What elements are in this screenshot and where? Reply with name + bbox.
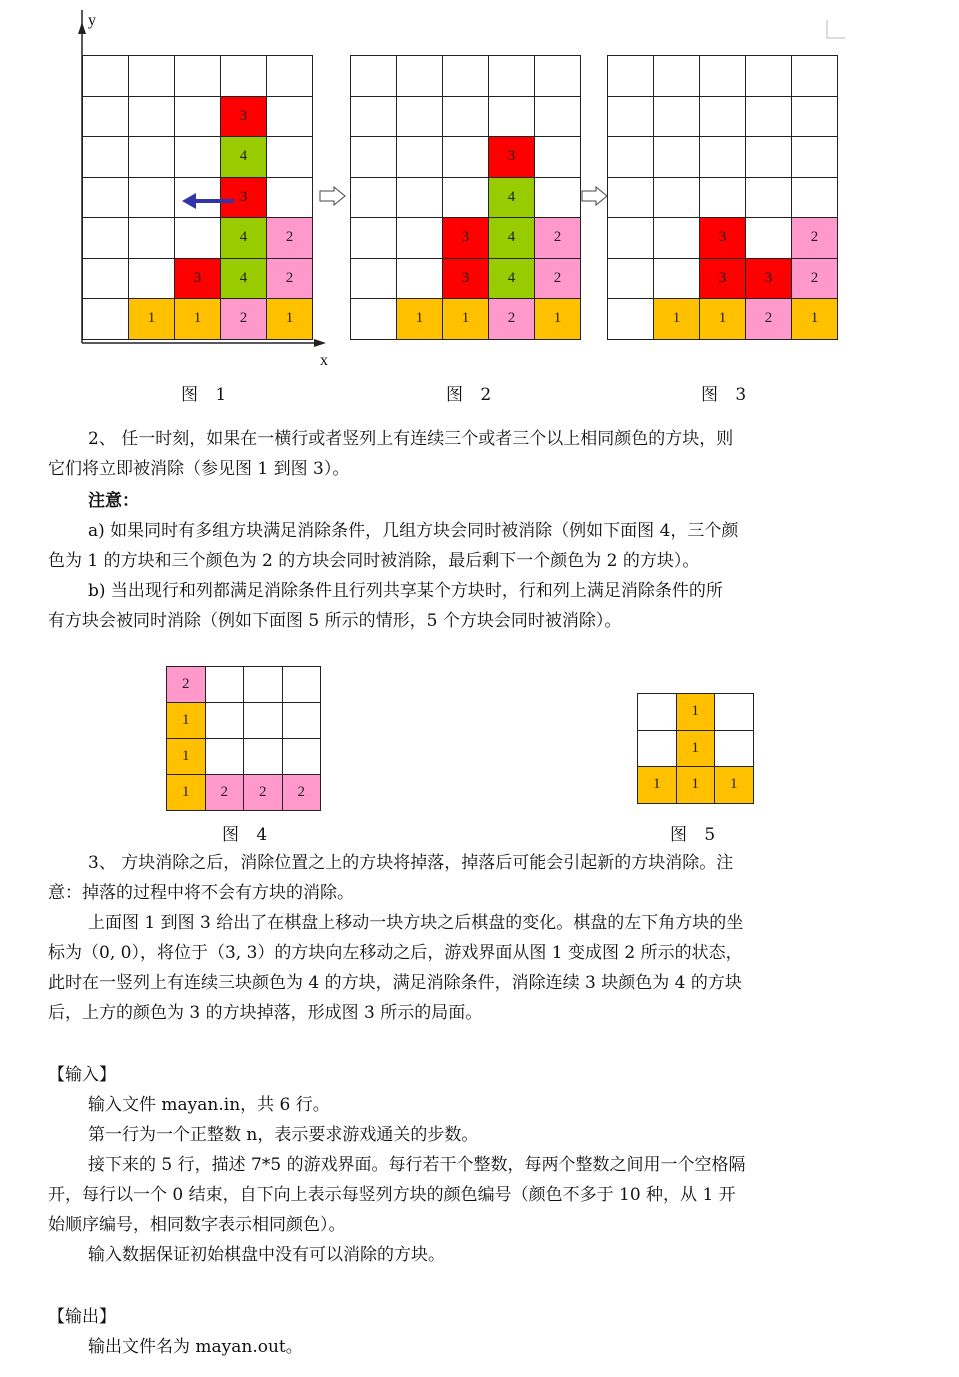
explain-line-1: 上面图 1 到图 3 给出了在棋盘上移动一块方块之后棋盘的变化。棋盘的左下角方块的坐 [88,913,744,933]
fig3-cell-r1-c2 [699,96,746,138]
fig2-cell-r3-c4 [534,177,581,219]
fig3-cell-r4-c0 [607,217,654,259]
fig1-cell-r1-c2 [174,96,221,138]
fig1-cell-r4-c4: 2 [266,217,313,259]
fig2-cell-r0-c4 [534,55,581,97]
fig1-cell-r6-c1: 1 [128,298,175,340]
fig3-cell-r2-c0 [607,136,654,178]
fig2-cell-r4-c1 [396,217,443,259]
fig3-cell-r5-c1 [653,258,700,300]
fig2-cell-r3-c0 [350,177,397,219]
fig3-cell-r3-c3 [745,177,792,219]
fig3-cell-r3-c0 [607,177,654,219]
x-axis-label: x [320,352,328,369]
fig2-cell-r2-c1 [396,136,443,178]
fig3-cell-r6-c1: 1 [653,298,700,340]
fig1-cell-r4-c1 [128,217,175,259]
fig4-cell-r3-c0: 1 [166,774,206,811]
fig1-cell-r3-c0 [82,177,129,219]
y-axis-arrowhead-icon [78,22,86,34]
fig1-cell-r5-c3: 4 [220,258,267,300]
fig1-cell-r2-c0 [82,136,129,178]
fig4-cell-r2-c3 [282,738,322,775]
fig3-cell-r2-c2 [699,136,746,178]
fig2-cell-r6-c1: 1 [396,298,443,340]
explain-line-2: 标为（0, 0），将位于（3, 3）的方块向左移动之后，游戏界面从图 1 变成图 2 所示的状态， [48,943,743,963]
fig5-cell-r0-c2 [714,693,754,731]
fig2-cell-r1-c4 [534,96,581,138]
fig4-cell-r1-c3 [282,702,322,739]
fig2-cell-r1-c0 [350,96,397,138]
fig3-cell-r2-c4 [791,136,838,178]
rule-2-line-2: 它们将立即被消除（参见图 1 到图 3）。 [48,459,350,479]
fig3-cell-r6-c4: 1 [791,298,838,340]
fig1-cell-r6-c4: 1 [266,298,313,340]
figure-5-board [637,693,753,803]
fig5-cell-r0-c0 [637,693,677,731]
fig2-cell-r1-c1 [396,96,443,138]
fig2-cell-r6-c4: 1 [534,298,581,340]
fig1-cell-r4-c2 [174,217,221,259]
fig2-cell-r5-c3: 4 [488,258,535,300]
fig2-cell-r6-c0 [350,298,397,340]
fig2-cell-r0-c0 [350,55,397,97]
fig4-cell-r1-c0: 1 [166,702,206,739]
fig3-cell-r5-c2: 3 [699,258,746,300]
move-left-arrow-icon [180,190,240,212]
fig1-cell-r0-c1 [128,55,175,97]
rule-3-line-2: 意：掉落的过程中将不会有方块的消除。 [48,883,354,903]
fig2-cell-r4-c0 [350,217,397,259]
fig4-cell-r0-c0: 2 [166,666,206,703]
fig1-cell-r5-c2: 3 [174,258,221,300]
fig4-cell-r1-c2 [243,702,283,739]
rule-3-line-1: 3、 方块消除之后，消除位置之上的方块将掉落，掉落后可能会引起新的方块消除。注 [88,853,734,873]
fig1-cell-r4-c0 [82,217,129,259]
fig2-cell-r3-c3: 4 [488,177,535,219]
fig1-cell-r6-c3: 2 [220,298,267,340]
fig1-cell-r0-c2 [174,55,221,97]
figure-4-board [166,666,320,810]
fig2-cell-r1-c3 [488,96,535,138]
fig3-cell-r4-c3 [745,217,792,259]
fig1-cell-r2-c2 [174,136,221,178]
fig4-cell-r0-c1 [205,666,245,703]
fig1-cell-r5-c4: 2 [266,258,313,300]
fig4-cell-r1-c1 [205,702,245,739]
fig2-cell-r5-c4: 2 [534,258,581,300]
fig3-cell-r3-c1 [653,177,700,219]
fig4-cell-r2-c0: 1 [166,738,206,775]
transition-arrow-2-icon [581,186,609,206]
rule-2-line-1: 2、 任一时刻，如果在一横行或者竖列上有连续三个或者三个以上相同颜色的方块，则 [88,429,734,449]
fig3-cell-r0-c0 [607,55,654,97]
note-title: 注意： [88,491,139,511]
fig3-cell-r0-c1 [653,55,700,97]
figure-1-caption: 图 1 [181,385,233,405]
fig4-cell-r3-c2: 2 [243,774,283,811]
y-axis-label: y [88,12,96,29]
fig1-cell-r1-c0 [82,96,129,138]
fig2-cell-r3-c2 [442,177,489,219]
fig3-cell-r1-c1 [653,96,700,138]
fig1-cell-r6-c0 [82,298,129,340]
fig2-cell-r6-c3: 2 [488,298,535,340]
fig5-cell-r1-c2 [714,730,754,768]
input-line-3: 接下来的 5 行，描述 7*5 的游戏界面。每行若干个整数，每两个整数之间用一个空格隔 [88,1155,746,1175]
fig1-cell-r0-c0 [82,55,129,97]
fig2-cell-r5-c2: 3 [442,258,489,300]
fig3-cell-r0-c2 [699,55,746,97]
fig4-cell-r3-c1: 2 [205,774,245,811]
fig2-cell-r4-c3: 4 [488,217,535,259]
fig1-cell-r2-c3: 4 [220,136,267,178]
fig3-cell-r4-c4: 2 [791,217,838,259]
note-b-line-2: 有方块会被同时消除（例如下面图 5 所示的情形，5 个方块会同时被消除）。 [48,611,622,631]
transition-arrow-1-icon [319,186,347,206]
fig1-cell-r1-c4 [266,96,313,138]
fig5-cell-r2-c0: 1 [637,766,677,804]
input-line-4: 开，每行以一个 0 结束，自下向上表示每竖列方块的颜色编号（颜色不多于 10 种，从 1 开 [48,1185,736,1205]
fig2-cell-r0-c1 [396,55,443,97]
fig4-cell-r0-c3 [282,666,322,703]
fig2-cell-r3-c1 [396,177,443,219]
fig3-cell-r2-c3 [745,136,792,178]
input-line-6: 输入数据保证初始棋盘中没有可以消除的方块。 [88,1245,445,1265]
fig2-cell-r1-c2 [442,96,489,138]
note-a-line-1: a) 如果同时有多组方块满足消除条件，几组方块会同时被消除（例如下面图 4，三个颜 [88,521,739,541]
fig2-cell-r2-c4 [534,136,581,178]
fig2-cell-r5-c0 [350,258,397,300]
fig1-cell-r2-c1 [128,136,175,178]
fig5-cell-r1-c0 [637,730,677,768]
fig1-cell-r3-c3: 3 [220,177,267,219]
fig2-cell-r4-c2: 3 [442,217,489,259]
fig2-cell-r2-c3: 3 [488,136,535,178]
fig3-cell-r1-c3 [745,96,792,138]
fig4-cell-r0-c2 [243,666,283,703]
output-section-title: 【输出】 [48,1307,116,1327]
output-line-1: 输出文件名为 mayan.out。 [88,1337,303,1357]
fig3-cell-r4-c2: 3 [699,217,746,259]
figure-4-caption: 图 4 [222,825,274,845]
fig1-cell-r4-c3: 4 [220,217,267,259]
fig3-cell-r5-c0 [607,258,654,300]
fig1-cell-r1-c1 [128,96,175,138]
fig1-cell-r3-c4 [266,177,313,219]
input-section-title: 【输入】 [48,1065,116,1085]
fig3-cell-r4-c1 [653,217,700,259]
fig5-cell-r2-c1: 1 [676,766,716,804]
fig3-cell-r1-c4 [791,96,838,138]
fig3-cell-r5-c4: 2 [791,258,838,300]
fig3-cell-r5-c3: 3 [745,258,792,300]
figure-5-caption: 图 5 [670,825,722,845]
note-a-line-2: 色为 1 的方块和三个颜色为 2 的方块会同时被消除，最后剩下一个颜色为 2 的方块）。 [48,551,700,571]
fig5-cell-r0-c1: 1 [676,693,716,731]
fig3-cell-r6-c3: 2 [745,298,792,340]
fig1-cell-r0-c3 [220,55,267,97]
page-corner-mark-icon [825,20,845,40]
fig1-cell-r0-c4 [266,55,313,97]
figure-2-board [350,55,580,339]
input-line-5: 始顺序编号，相同数字表示相同颜色）。 [48,1215,346,1235]
fig2-cell-r4-c4: 2 [534,217,581,259]
figure-3-board [607,55,837,339]
fig5-cell-r2-c2: 1 [714,766,754,804]
fig3-cell-r6-c0 [607,298,654,340]
fig3-cell-r2-c1 [653,136,700,178]
x-axis-arrowhead-icon [314,339,326,347]
fig1-cell-r1-c3: 3 [220,96,267,138]
fig1-cell-r6-c2: 1 [174,298,221,340]
figure-3-caption: 图 3 [701,385,753,405]
figure-2-caption: 图 2 [446,385,498,405]
fig2-cell-r2-c0 [350,136,397,178]
fig3-cell-r0-c3 [745,55,792,97]
fig2-cell-r0-c3 [488,55,535,97]
fig4-cell-r3-c3: 2 [282,774,322,811]
fig2-cell-r6-c2: 1 [442,298,489,340]
fig2-cell-r2-c2 [442,136,489,178]
fig3-cell-r3-c2 [699,177,746,219]
fig4-cell-r2-c2 [243,738,283,775]
input-line-1: 输入文件 mayan.in，共 6 行。 [88,1095,330,1115]
explain-line-3: 此时在一竖列上有连续三块颜色为 4 的方块，满足消除条件，消除连续 3 块颜色为 4 的方块 [48,973,742,993]
fig3-cell-r0-c4 [791,55,838,97]
fig2-cell-r5-c1 [396,258,443,300]
fig5-cell-r1-c1: 1 [676,730,716,768]
explain-line-4: 后，上方的颜色为 3 的方块掉落，形成图 3 所示的局面。 [48,1003,483,1023]
fig4-cell-r2-c1 [205,738,245,775]
fig1-cell-r5-c0 [82,258,129,300]
fig1-cell-r2-c4 [266,136,313,178]
fig3-cell-r6-c2: 1 [699,298,746,340]
fig3-cell-r3-c4 [791,177,838,219]
fig1-cell-r5-c1 [128,258,175,300]
input-line-2: 第一行为一个正整数 n，表示要求游戏通关的步数。 [88,1125,479,1145]
fig2-cell-r0-c2 [442,55,489,97]
fig3-cell-r1-c0 [607,96,654,138]
note-b-line-1: b) 当出现行和列都满足消除条件且行列共享某个方块时，行和列上满足消除条件的所 [88,581,723,601]
fig1-cell-r3-c1 [128,177,175,219]
